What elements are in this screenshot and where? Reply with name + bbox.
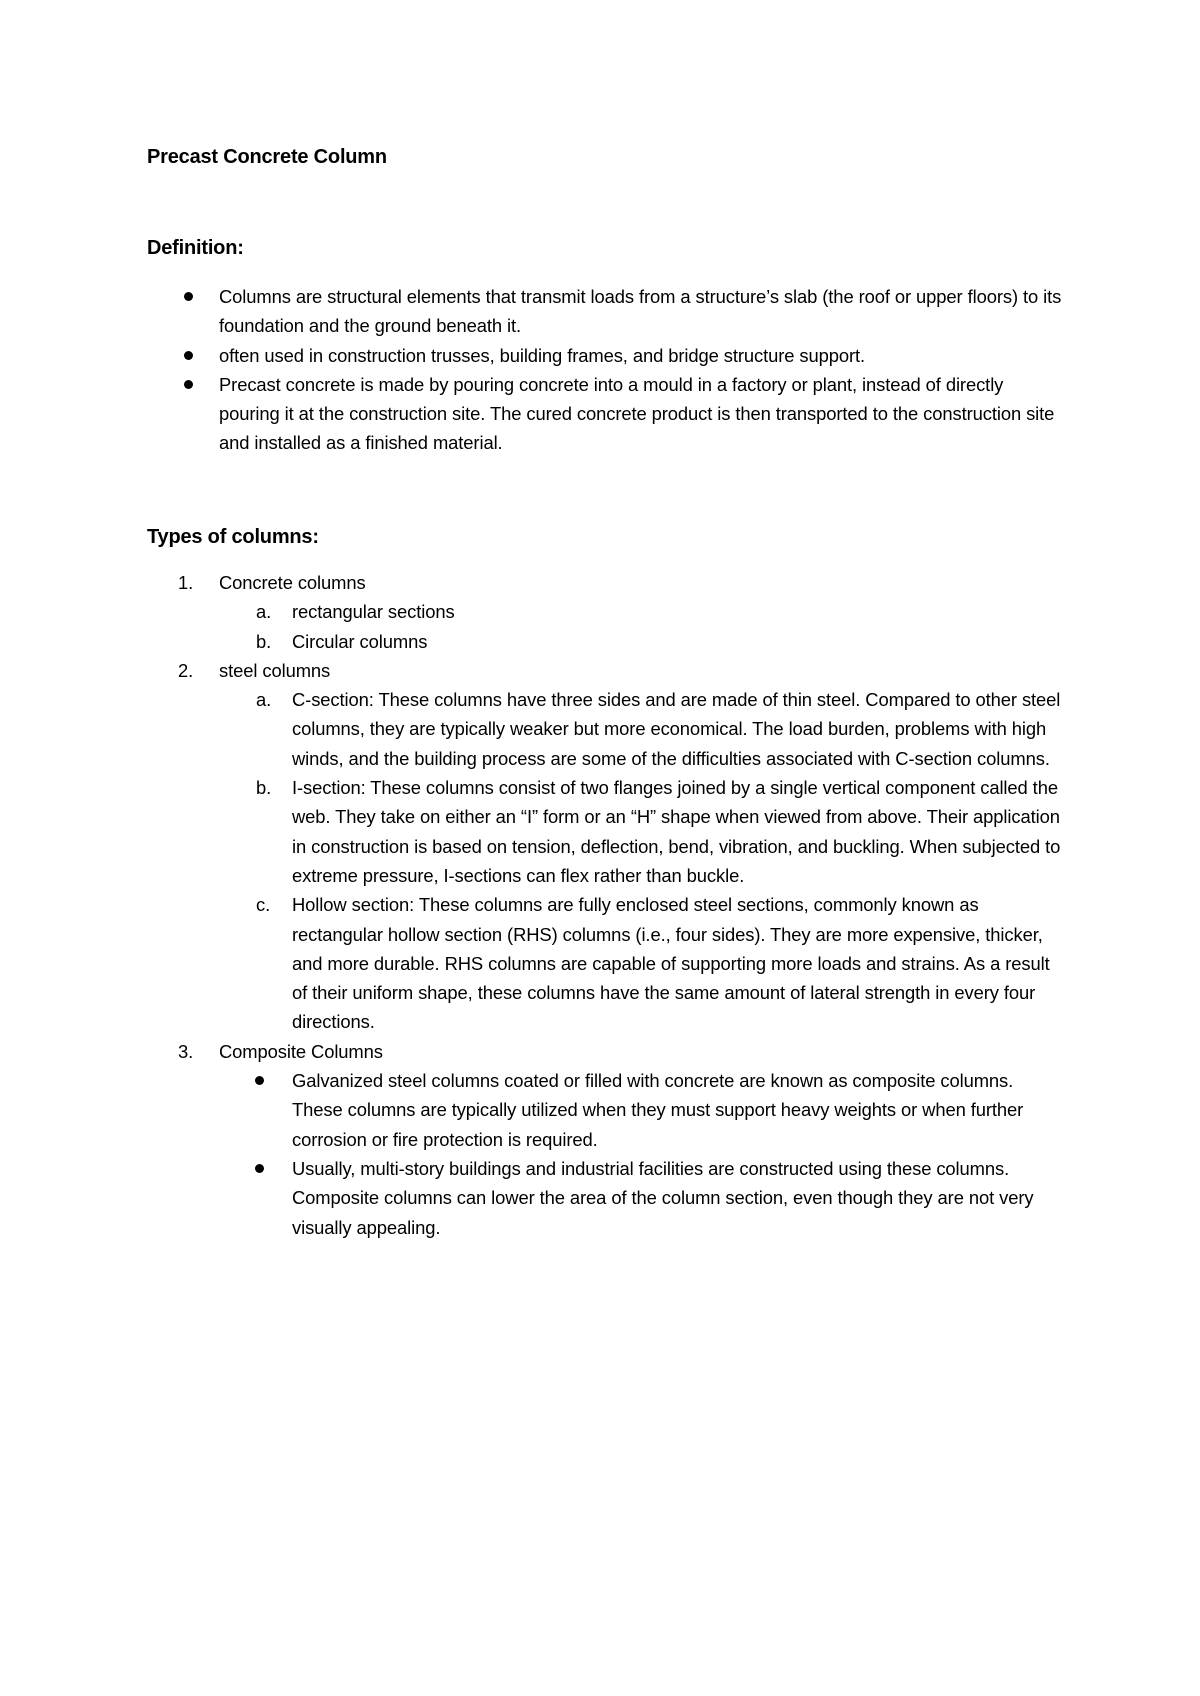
type-item-steel [147, 656, 1067, 1037]
list-number: 2. [178, 659, 194, 681]
sub-item-text: rectangular sections [292, 601, 455, 623]
sub-list [219, 685, 1067, 1037]
types-heading: Types of columns: [147, 526, 319, 548]
type-item-composite [147, 1037, 1067, 1242]
sub-list-item [219, 597, 1067, 626]
sub-item-text: Galvanized steel columns coated or filled with concrete are known as composite columns. These columns are typically utilized when they must support heavy weights or when further corrosion or fire protection is required. [292, 1070, 1024, 1150]
sub-item-text: Hollow section: These columns are fully enclosed steel sections, commonly known as rectangular hollow section (RHS) columns (i.e., four sides). They are more expensive, thicker, and more durable. RHS columns are capable of supporting more loads and strains. As a result of their uniform shape, these columns have the same amount of lateral strength in every four directions. [292, 894, 1050, 1033]
types-list [147, 568, 1067, 1242]
list-letter: a. [256, 689, 272, 711]
sub-bullet-item [219, 1154, 1067, 1242]
list-item [147, 370, 1067, 458]
bullet-icon [184, 351, 193, 360]
sub-list-item [219, 890, 1067, 1036]
list-item [147, 282, 1067, 341]
sub-list-item [219, 773, 1067, 890]
sub-item-text: Circular columns [292, 630, 428, 652]
type-item-concrete [147, 568, 1067, 656]
sub-bullet-list [219, 1066, 1067, 1242]
list-letter: c. [256, 894, 271, 916]
list-item-text: Columns are structural elements that transmit loads from a structure’s slab (the roof or upper floors) to its foundation and the ground beneath it. [219, 286, 1062, 337]
sub-item-text: C-section: These columns have three sides and are made of thin steel. Compared to other steel columns, they are typically weaker but more economical. The load burden, problems with high winds, and the building process are some of the difficulties associated with C-section columns. [292, 689, 1061, 769]
list-number: 3. [178, 1040, 194, 1062]
list-item [147, 341, 1067, 370]
sub-list-item [219, 685, 1067, 773]
definition-list [147, 282, 1067, 458]
type-label: steel columns [219, 659, 331, 681]
sub-bullet-item [219, 1066, 1067, 1154]
definition-heading: Definition: [147, 237, 244, 259]
sub-item-text: I-section: These columns consist of two flanges joined by a single vertical component called the web. They take on either an “I” form or an “H” shape when viewed from above. Their application in construction is based on tension, deflection, bend, vibration, and buckling. When subjected to extreme pressure, I-sections can flex rather than buckle. [292, 777, 1061, 886]
bullet-icon [184, 292, 193, 301]
bullet-icon [184, 380, 193, 389]
bullet-icon [255, 1076, 264, 1085]
list-item-text: often used in construction trusses, building frames, and bridge structure support. [219, 344, 866, 366]
sub-list [219, 597, 1067, 656]
type-label: Composite Columns [219, 1040, 383, 1062]
list-letter: b. [256, 630, 272, 652]
type-label: Concrete columns [219, 572, 366, 593]
list-item-text: Precast concrete is made by pouring concrete into a mould in a factory or plant, instead of directly pouring it at the construction site. The cured concrete product is then transported to the construction site and installed as a finished material. [219, 373, 1055, 454]
sub-list-item [219, 627, 1067, 656]
bullet-icon [255, 1164, 264, 1173]
list-letter: a. [256, 601, 272, 623]
document-title: Precast Concrete Column [147, 146, 387, 168]
sub-item-text: Usually, multi-story buildings and industrial facilities are constructed using these columns. Composite columns can lower the area of the column section, even though they are not very visually appealing. [292, 1157, 1034, 1238]
list-letter: b. [256, 777, 272, 799]
list-number: 1. [178, 572, 194, 593]
